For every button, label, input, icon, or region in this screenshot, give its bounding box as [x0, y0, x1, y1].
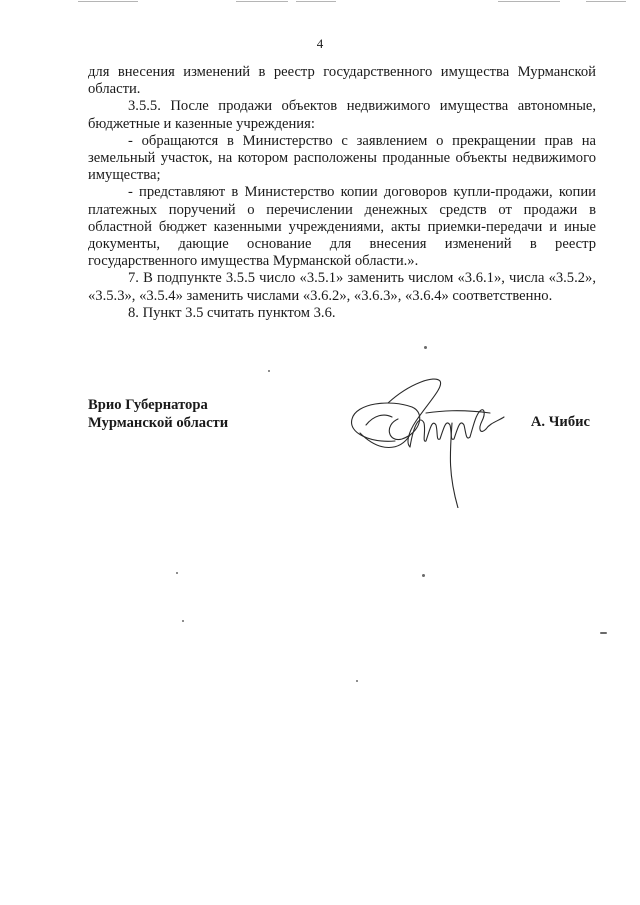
paragraph: - представляют в Министерство копии договоров купли-продажи, копии платежных поручений о перечислении денежных средств от продажи в областной бюджет казенными учреждениями, акты приемки-передачи и иные документы, дающие основание для внесения изменений в реестр государственного имущества Мурманской области.». — [88, 184, 596, 270]
signer-title-line: Мурманской области — [88, 415, 229, 431]
paragraph: 3.5.5. После продажи объектов недвижимого имущества автономные, бюджетные и казенные учреждения: — [88, 98, 596, 132]
signer-title-line: Врио Губернатора — [88, 397, 208, 413]
paragraph: 8. Пункт 3.5 считать пунктом 3.6. — [128, 304, 336, 321]
document-body — [88, 64, 596, 322]
signer-name: А. Чибис — [530, 414, 590, 430]
handwritten-signature — [340, 363, 510, 508]
scan-edge-marks — [0, 0, 640, 4]
page-number: 4 — [316, 36, 324, 51]
paragraph: для внесения изменений в реестр государственного имущества Мурманской области. — [88, 64, 596, 98]
paragraph: - обращаются в Министерство с заявлением о прекращении прав на земельный участок, на котором расположены проданные объекты недвижимого имущества; — [88, 132, 596, 184]
signer-title — [88, 396, 228, 432]
paragraph: 7. В подпункте 3.5.5 число «3.5.1» заменить числом «3.6.1», числа «3.5.2», «3.5.3», «3.5.4» заменить числами «3.6.2», «3.6.3», «3.6.4» соответственно. — [88, 270, 596, 304]
